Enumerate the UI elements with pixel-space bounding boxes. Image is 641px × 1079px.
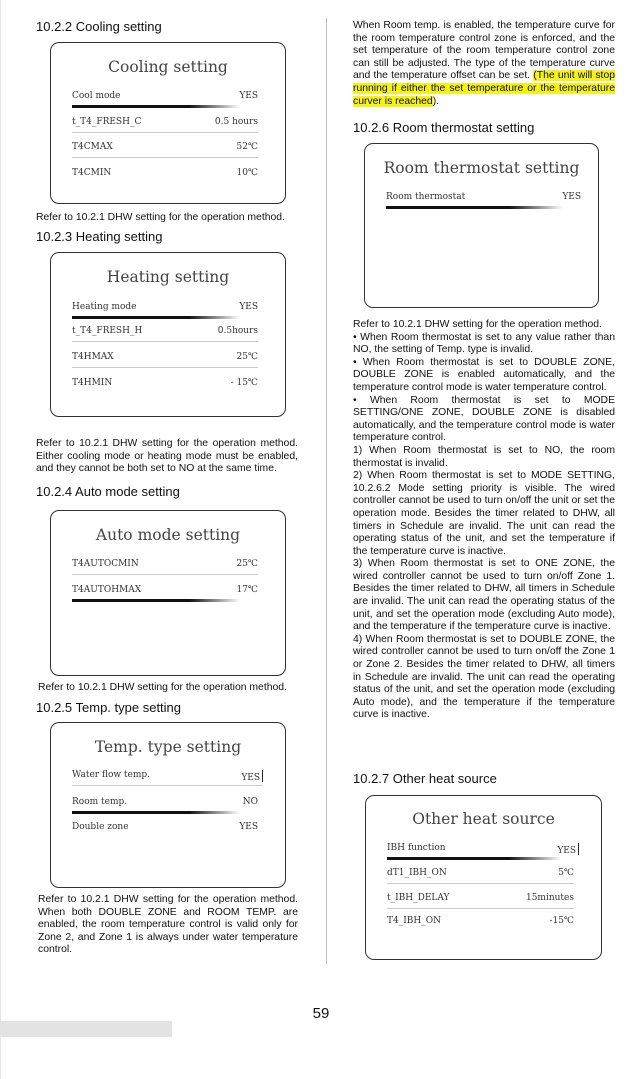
setting-row-dt1-ibh-on[interactable]	[387, 868, 574, 878]
setting-row-t4cmax[interactable]	[72, 142, 258, 152]
selection-bar	[72, 105, 240, 108]
setting-value: YES	[241, 773, 260, 783]
note-paragraph: • When Room thermostat is set to any value rather than NO, the setting of Temp. type is invalid.	[353, 331, 615, 356]
selection-bar	[72, 316, 240, 319]
note-paragraph: 1) When Room thermostat is set to NO, the room thermostat is invalid.	[353, 444, 615, 469]
panel-title: Temp. type setting	[94, 738, 242, 756]
row-divider	[72, 574, 258, 575]
heating-note: Refer to 10.2.1 DHW setting for the operation method. Either cooling mode or heating mode must be enabled, and they cannot be both set to NO at the same time.	[36, 438, 298, 475]
row-divider	[72, 132, 258, 133]
setting-row-heating-mode[interactable]	[72, 302, 258, 312]
setting-label: T4CMAX	[72, 142, 113, 152]
auto-mode-setting-panel	[50, 510, 286, 676]
note-paragraph: Refer to 10.2.1 DHW setting for the operation method.	[353, 319, 602, 330]
note-paragraph: 3) When Room thermostat is set to ONE ZONE, the wired controller cannot be used to turn on/off Zone 1. Besides the timer related to DHW, all timers in Schedule are invalid. The unit can read the operating status of the unit, and set the operation mode (excluding Auto mode), and the temperature if the temperature curve is inactive.	[353, 558, 615, 633]
intro-text: When Room temp. is enabled, the temperature curve for the room temperature control zone is enforced, and the set temperature of the room temperature control zone can still be adjusted. The type of the temperature curve and the temperature offset can be set.	[353, 20, 615, 82]
selection-bar	[386, 206, 563, 209]
cooling-note: Refer to 10.2.1 DHW setting for the operation method.	[36, 212, 285, 223]
setting-label: T4AUTOCMIN	[72, 559, 139, 569]
text-cursor	[262, 770, 263, 782]
setting-row-t4-ibh-on[interactable]	[387, 916, 574, 926]
page-number: 59	[312, 1005, 330, 1022]
heading-heating-setting: 10.2.3 Heating setting	[36, 229, 163, 244]
room-thermostat-setting-panel	[364, 143, 599, 308]
setting-value: 10℃	[236, 168, 258, 178]
setting-row-water-flow-temp[interactable]	[72, 770, 263, 783]
setting-row-cool-mode[interactable]	[72, 91, 258, 101]
heading-auto-mode-setting: 10.2.4 Auto mode setting	[36, 484, 180, 499]
setting-row-t4hmin[interactable]	[72, 378, 258, 388]
other-heat-source-panel	[365, 795, 602, 960]
panel-title: Cooling setting	[108, 58, 228, 76]
setting-row-t4autohmax[interactable]	[72, 585, 258, 595]
setting-row-room-temp[interactable]	[72, 797, 258, 807]
selection-bar	[72, 811, 240, 814]
temp-type-note: Refer to 10.2.1 DHW setting for the operation method. When both DOUBLE ZONE and ROOM TEMP. are enabled, the room temperature control is valid only for Zone 2, and Zone 1 is always under water temperature control.	[38, 894, 298, 956]
setting-row-t4hmax[interactable]	[72, 352, 258, 362]
setting-value: 0.5hours	[217, 326, 258, 336]
setting-label: T4CMIN	[72, 168, 112, 178]
heating-setting-panel	[50, 252, 286, 417]
setting-value: YES	[562, 192, 581, 202]
setting-row-double-zone[interactable]	[72, 822, 258, 832]
auto-note: Refer to 10.2.1 DHW setting for the operation method.	[38, 682, 287, 693]
footer-bar	[0, 1021, 172, 1037]
row-divider	[72, 367, 258, 368]
setting-value: -15℃	[549, 916, 574, 926]
setting-value: NO	[242, 797, 258, 807]
setting-value: 25℃	[236, 352, 258, 362]
setting-row-t4-fresh-h[interactable]	[72, 326, 258, 336]
heading-cooling-setting: 10.2.2 Cooling setting	[36, 19, 162, 34]
setting-value: 25℃	[236, 559, 258, 569]
setting-label: T4_IBH_ON	[387, 916, 441, 926]
setting-value: 0.5 hours	[214, 117, 258, 127]
panel-title: Auto mode setting	[95, 526, 241, 544]
setting-value: YES	[239, 822, 258, 832]
setting-value: 17℃	[236, 585, 258, 595]
setting-row-t-ibh-delay[interactable]	[387, 893, 574, 903]
setting-row-room-thermostat[interactable]	[386, 192, 581, 202]
setting-label: t_T4_FRESH_C	[72, 117, 142, 127]
selection-bar	[387, 857, 561, 860]
setting-row-t4-fresh-c[interactable]	[72, 117, 258, 127]
setting-label: t_T4_FRESH_H	[72, 326, 143, 336]
note-paragraph: 2) When Room thermostat is set to MODE SETTING, 10.2.6.2 Mode setting priority is visible. The wired controller cannot be used to turn on/off the unit or set the operation mode. Besides the timer related to DHW, all timers in Schedule are invalid. The unit can read the operating status of the unit, and set the temperature if the temperature curve is inactive.	[353, 470, 615, 557]
highlighted-text: (The unit will stop running if either the set temperature or the temperature curver is reached	[353, 70, 615, 107]
heading-room-thermostat-setting: 10.2.6 Room thermostat setting	[353, 120, 535, 135]
setting-label: Water flow temp.	[72, 770, 151, 780]
setting-label: Heating mode	[72, 302, 137, 312]
setting-row-ibh-function[interactable]	[387, 843, 579, 856]
setting-label: T4AUTOHMAX	[72, 585, 142, 595]
setting-label: Room temp.	[72, 797, 128, 807]
setting-row-t4autocmin[interactable]	[72, 559, 258, 569]
setting-value: YES	[239, 302, 258, 312]
panel-title: Room thermostat setting	[383, 159, 580, 177]
row-divider	[72, 785, 263, 786]
setting-value: YES	[239, 91, 258, 101]
row-divider	[387, 908, 574, 909]
setting-label: T4HMAX	[72, 352, 114, 362]
cooling-setting-panel	[50, 42, 286, 204]
note-paragraph: 4) When Room thermostat is set to DOUBLE ZONE, the wired controller cannot be used to turn on/off the Zone 1 or Zone 2. Besides the timer related to DHW, all timers in Schedule are invalid. The unit can read the operating status of the unit, and set the operation mode (excluding Auto mode), and the temperature if the temperature curve is inactive.	[353, 633, 615, 721]
text-cursor	[578, 843, 579, 855]
room-temp-intro	[353, 20, 615, 108]
page-left-edge	[0, 0, 1, 1079]
setting-label: T4HMIN	[72, 378, 113, 388]
row-divider	[72, 157, 258, 158]
setting-label: Double zone	[72, 822, 129, 832]
setting-value: 15minutes	[525, 893, 574, 903]
setting-label: Cool mode	[72, 91, 121, 101]
panel-title: Other heat source	[412, 810, 555, 828]
setting-row-t4cmin[interactable]	[72, 168, 258, 178]
room-thermostat-notes	[353, 319, 615, 722]
note-paragraph: • When Room thermostat is set to MODE SETTING/ONE ZONE, DOUBLE ZONE is disabled automatically, and the temperature control mode is water temperature control.	[353, 394, 615, 444]
heading-other-heat-source: 10.2.7 Other heat source	[353, 771, 497, 786]
selection-bar	[72, 599, 240, 602]
setting-label: dT1_IBH_ON	[387, 868, 447, 878]
setting-value: 5℃	[558, 868, 574, 878]
setting-label: IBH function	[387, 843, 446, 853]
row-divider	[72, 341, 258, 342]
panel-title: Heating setting	[106, 268, 230, 286]
temp-type-setting-panel	[50, 722, 286, 888]
heading-temp-type-setting: 10.2.5 Temp. type setting	[36, 700, 182, 715]
intro-text-end: ).	[432, 95, 440, 107]
setting-value: - 15℃	[230, 378, 258, 388]
setting-label: Room thermostat	[386, 192, 466, 202]
setting-value: YES	[557, 846, 576, 856]
column-divider	[326, 18, 327, 964]
row-divider	[387, 883, 574, 884]
setting-value: 52℃	[236, 142, 258, 152]
note-paragraph: • When Room thermostat is set to DOUBLE ZONE, DOUBLE ZONE is enabled automatically, and the temperature control mode is water temperature control.	[353, 356, 615, 393]
setting-label: t_IBH_DELAY	[387, 893, 450, 903]
